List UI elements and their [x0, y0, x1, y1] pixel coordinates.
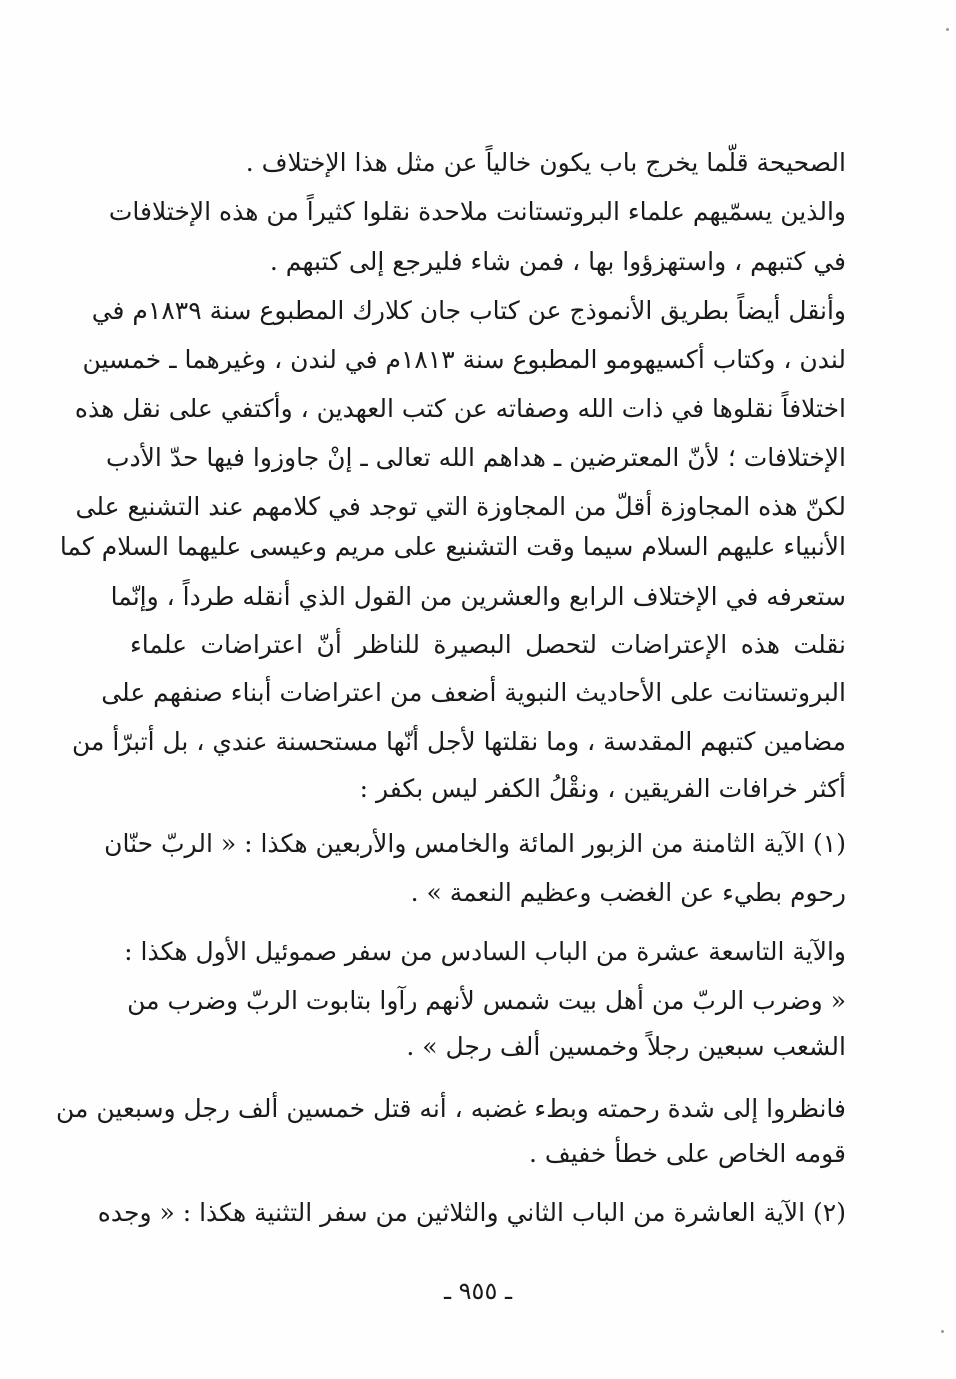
text-line-3: في كتبهم ، واستهزؤوا بها ، فمن شاء فليرجع إلى كتبهم . — [269, 247, 846, 276]
text-line-11: نقلت هذه الإعتراضات لتحصل البصيرة للناظر أنّ اعتراضات علماء — [130, 630, 846, 659]
text-line-7: الإختلافات ؛ لأنّ المعترضين ـ هداهم الله تعالى ـ إنْ جاوزوا فيها حدّ الأدب — [106, 443, 846, 472]
text-line-5: لندن ، وكتاب أكسيهومو المطبوع سنة ١٨١٣م في لندن ، وغيرهما ـ خمسين — [82, 345, 846, 374]
text-line-17: والآية التاسعة عشرة من الباب السادس من سفر صموئيل الأول هكذا : — [124, 937, 846, 966]
text-line-19: الشعب سبعين رجلاً وخمسين ألف رجل » . — [406, 1032, 846, 1061]
scan-speck — [946, 28, 949, 31]
text-line-15: (١) الآية الثامنة من الزبور المائة والخامس والأربعين هكذا : « الربّ حنّان — [104, 829, 846, 858]
text-line-10: ستعرفه في الإختلاف الرابع والعشرين من القول الذي أنقله طرداً ، وإنّما — [110, 582, 846, 611]
text-line-13: مضامين كتبهم المقدسة ، وما نقلتها لأجل أنّها مستحسنة عندي ، بل أتبرّأ من — [72, 727, 846, 756]
text-line-12: البروتستانت على الأحاديث النبوية أضعف من اعتراضات أبناء صنفهم على — [101, 678, 846, 707]
text-line-6: اختلافاً نقلوها في ذات الله وصفاته عن كتب العهدين ، وأكتفي على نقل هذه — [74, 394, 846, 423]
text-line-1: الصحيحة قلّما يخرج باب يكون خالياً عن مثل هذا الإختلاف . — [245, 148, 846, 177]
text-line-14: أكثر خرافات الفريقين ، ونقْلُ الكفر ليس بكفر : — [359, 774, 846, 803]
text-line-2: والذين يسمّيهم علماء البروتستانت ملاحدة نقلوا كثيراً من هذه الإختلافات — [108, 197, 846, 226]
text-line-18: « وضرب الربّ من أهل بيت شمس لأنهم رآوا بتابوت الربّ وضرب من — [127, 986, 846, 1015]
text-line-21: قومه الخاص على خطأ خفيف . — [528, 1139, 846, 1168]
scan-speck — [941, 1330, 944, 1333]
text-line-16: رحوم بطيء عن الغضب وعظيم النعمة » . — [410, 878, 846, 907]
text-line-4: وأنقل أيضاً بطريق الأنموذج عن كتاب جان كلارك المطبوع سنة ١٨٣٩م في — [91, 296, 846, 325]
text-line-9: الأنبياء عليهم السلام سيما وقت التشنيع على مريم وعيسى عليهما السلام كما — [59, 532, 846, 561]
text-line-8: لكنّ هذه المجاوزة أقلّ من المجاوزة التي توجد في كلامهم عند التشنيع على — [75, 492, 846, 521]
page-number: ـ ٩٥٥ ـ — [443, 1277, 512, 1305]
text-line-22: (٢) الآية العاشرة من الباب الثاني والثلاثين من سفر التثنية هكذا : « وجده — [97, 1198, 846, 1227]
text-line-20: فانظروا إلى شدة رحمته وبطء غضبه ، أنه قتل خمسين ألف رجل وسبعين من — [56, 1094, 846, 1123]
